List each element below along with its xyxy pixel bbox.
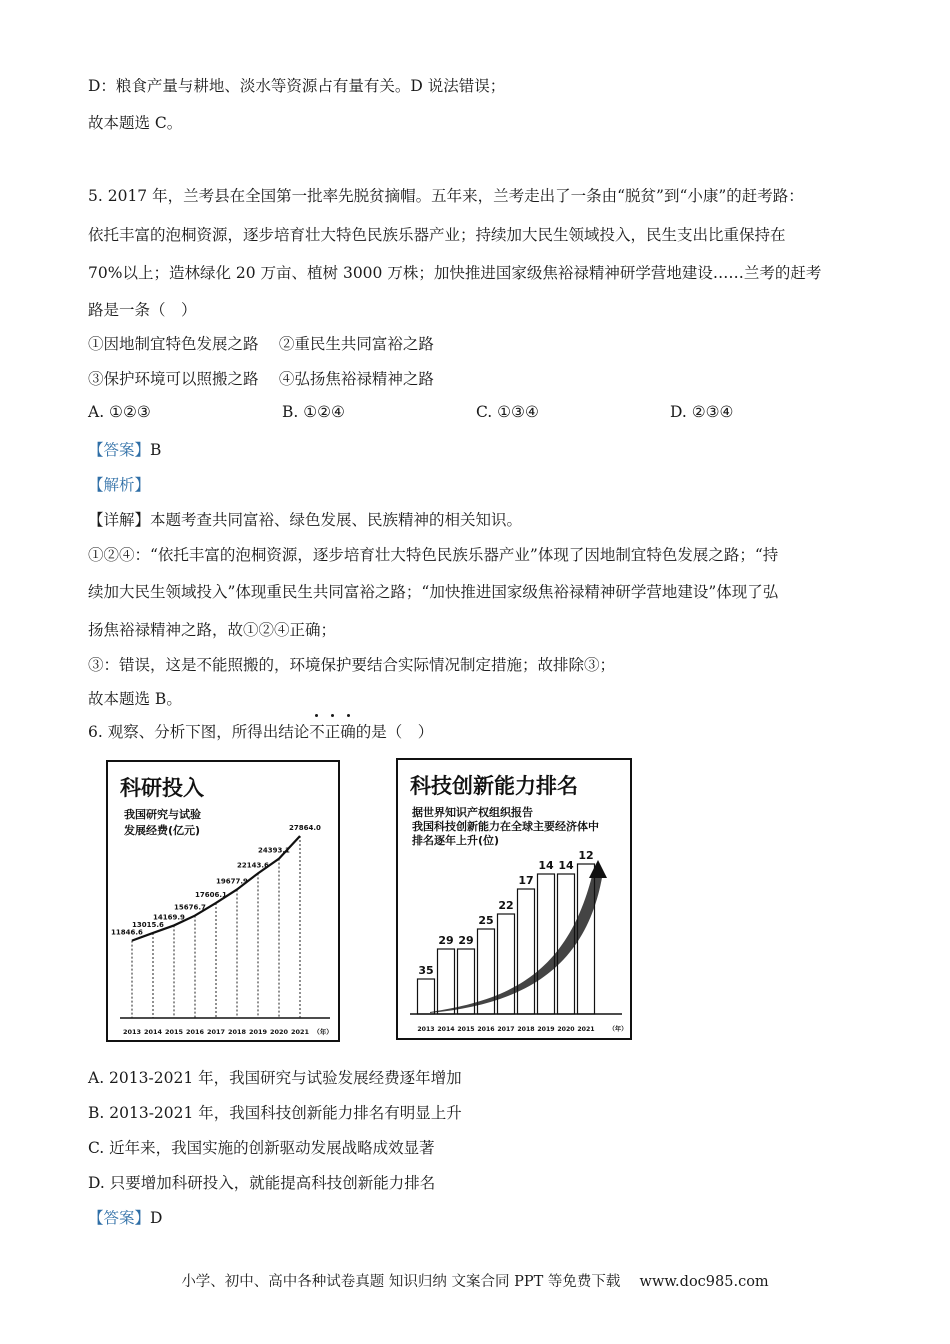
x-tick-2020: 2020 (557, 1026, 575, 1033)
x-tick-2021: 2021 (577, 1026, 595, 1033)
bar-2015 (458, 949, 475, 1014)
prev-conclusion: 故本题选 C。 (88, 114, 183, 132)
bar-2016 (478, 929, 495, 1014)
value-label-2015: 14169.9 (153, 913, 185, 922)
value-label-2014: 13015.6 (132, 920, 164, 929)
value-label-2016: 15676.7 (174, 903, 206, 912)
value-label-2017: 22 (498, 899, 514, 912)
detail-tag: 【详解】 (88, 511, 151, 529)
bar-2019 (538, 874, 555, 1014)
answer-tag: 【答案】 (88, 441, 151, 459)
x-tick-2018: 2018 (517, 1026, 535, 1033)
q5-analysis-tag (88, 475, 150, 495)
value-label-2015: 29 (458, 934, 474, 947)
q5-stem-line-3: 70%以上；造林绿化 20 万亩、植树 3000 万株；加快推进国家级焦裕禄精神研学营地建设……兰考的赶考 (88, 264, 822, 282)
bar-2020 (558, 874, 575, 1014)
q6-emphasis-3: 确 (340, 723, 356, 741)
x-tick-2015: 2015 (457, 1026, 475, 1033)
q5-statements-1: ①因地制宜特色发展之路 ②重民生共同富裕之路 (88, 335, 434, 353)
rd-investment-chart (106, 760, 340, 1042)
rd-chart-subtitle-1: 我国研究与试验 (124, 808, 201, 821)
q5-conclusion: 故本题选 B。 (88, 690, 182, 708)
value-label-2013: 11846.6 (111, 928, 143, 937)
q5-statements-2: ③保护环境可以照搬之路 ④弘扬焦裕禄精神之路 (88, 370, 434, 388)
q5-option-b: B. ①②④ (282, 403, 345, 421)
value-label-2019: 14 (538, 859, 554, 872)
q6-option-b: B. 2013-2021 年，我国科技创新能力排名有明显上升 (88, 1104, 462, 1122)
q6-option-c: C. 近年来，我国实施的创新驱动发展战略成效显著 (88, 1139, 435, 1157)
value-label-2017: 17606.1 (195, 890, 227, 899)
answer-value: B (150, 441, 162, 459)
x-tick-2017: 2017 (497, 1026, 515, 1033)
q6-option-d: D. 只要增加科研投入，就能提高科技创新能力排名 (88, 1174, 436, 1192)
x-tick-2018: 2018 (227, 1028, 247, 1036)
answer-tag: 【答案】 (88, 1209, 151, 1227)
rank-chart-subtitle-1: 据世界知识产权组织报告 (412, 806, 533, 819)
value-label-2021: 27864.0 (289, 823, 321, 832)
bar-2013 (418, 979, 435, 1014)
rank-chart-title: 科技创新能力排名 (410, 774, 578, 798)
q6-option-a: A. 2013-2021 年，我国研究与试验发展经费逐年增加 (88, 1069, 462, 1087)
value-label-2020: 14 (558, 859, 574, 872)
q6-stem-pre: 6. 观察、分析下图，所得出结论 (88, 723, 310, 741)
prev-answer-d-explanation: D：粮食产量与耕地、淡水等资源占有量有关。D 说法错误； (88, 77, 506, 95)
q5-stem-line-1: 5. 2017 年，兰考县在全国第一批率先脱贫摘帽。五年来，兰考走出了一条由“脱贫”到“小康”的赶考路： (88, 187, 804, 205)
x-tick-2015: 2015 (164, 1028, 184, 1036)
x-tick-2017: 2017 (206, 1028, 226, 1036)
x-tick-2013: 2013 (417, 1026, 435, 1033)
x-tick-2016: 2016 (185, 1028, 205, 1036)
value-label-2018: 17 (518, 874, 534, 887)
x-tick-2013: 2013 (122, 1028, 142, 1036)
rd-chart-subtitle-2: 发展经费(亿元) (124, 824, 201, 837)
x-tick-2019: 2019 (537, 1026, 555, 1033)
rd-chart-plot (108, 762, 338, 1040)
rd-chart-title: 科研投入 (120, 776, 204, 800)
value-label-2016: 25 (478, 914, 494, 927)
x-unit-label: （年） (313, 1028, 333, 1036)
innovation-ranking-chart (396, 758, 632, 1040)
footer-banner: 小学、初中、高中各种试卷真题 知识归纳 文案合同 PPT 等免费下载 www.doc985.com (181, 1274, 769, 1290)
answer-value: D (150, 1209, 163, 1227)
value-label-2013: 35 (418, 964, 434, 977)
rank-chart-subtitle-3: 排名逐年上升(位) (412, 834, 500, 847)
detail-body: 本题考查共同富裕、绿色发展、民族精神的相关知识。 (150, 511, 523, 529)
analysis-tag: 【解析】 (88, 476, 151, 494)
bar-2014 (438, 949, 455, 1014)
q6-emphasis-2: 正 (325, 723, 341, 741)
value-label-2021: 12 (578, 849, 594, 862)
x-tick-2016: 2016 (477, 1026, 495, 1033)
q5-explanation-2: 续加大民生领域投入”体现重民生共同富裕之路；“加快推进国家级焦裕禄精神研学营地建设”体现了弘 (88, 583, 779, 601)
q6-answer (88, 1208, 162, 1228)
bar-2021 (578, 864, 595, 1014)
q6-emphasis-1: 不 (309, 723, 325, 741)
value-label-2019: 22143.6 (237, 861, 269, 870)
q6-stem (88, 722, 433, 742)
rank-chart-subtitle-2: 我国科技创新能力在全球主要经济体中 (412, 820, 599, 833)
q5-answer (88, 440, 161, 460)
q5-stem-line-4: 路是一条（ ） (88, 301, 197, 319)
value-label-2020: 24393.1 (258, 846, 290, 855)
x-tick-2021: 2021 (290, 1028, 310, 1036)
x-tick-2019: 2019 (248, 1028, 268, 1036)
x-tick-2014: 2014 (437, 1026, 455, 1033)
x-tick-2014: 2014 (143, 1028, 163, 1036)
q5-option-a: A. ①②③ (88, 403, 151, 421)
q6-stem-post: 的是（ ） (355, 723, 434, 741)
q5-option-d: D. ②③④ (670, 403, 734, 421)
q5-detail (88, 510, 522, 530)
x-tick-2020: 2020 (269, 1028, 289, 1036)
x-unit-label: （年） (608, 1026, 628, 1033)
q5-explanation-3: 扬焦裕禄精神之路，故①②④正确； (88, 621, 337, 639)
value-label-2018: 19677.9 (216, 877, 248, 886)
q5-explanation-4: ③：错误，这是不能照搬的，环境保护要结合实际情况制定措施；故排除③； (88, 656, 616, 674)
q5-stem-line-2: 依托丰富的泡桐资源，逐步培育壮大特色民族乐器产业；持续加大民生领域投入，民生支出比重保持在 (88, 226, 786, 244)
q5-explanation-1: ①②④：“依托丰富的泡桐资源，逐步培育壮大特色民族乐器产业”体现了因地制宜特色发展之路；“持 (88, 546, 779, 564)
bar-2017 (498, 914, 515, 1014)
q5-option-c: C. ①③④ (476, 403, 539, 421)
value-label-2014: 29 (438, 934, 454, 947)
bar-2018 (518, 889, 535, 1014)
rank-chart-plot (398, 760, 630, 1038)
